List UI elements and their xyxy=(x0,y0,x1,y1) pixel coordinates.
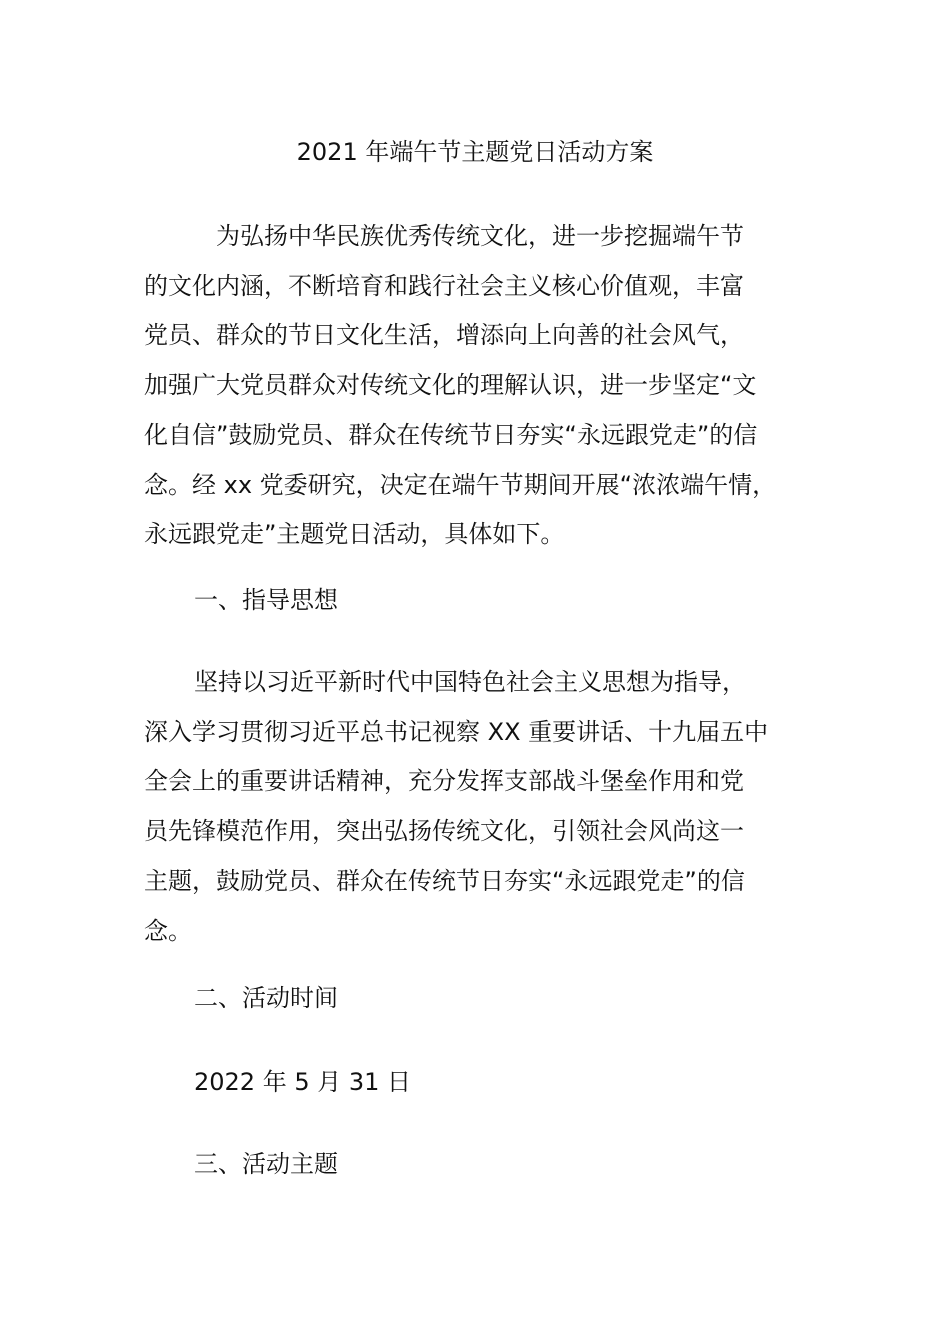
intro-line: 为弘扬中华民族优秀传统文化，进一步挖掘端午节 xyxy=(216,222,744,250)
intro-line: 化自信”鼓励党员、群众在传统节日夯实“永远跟党走”的信 xyxy=(144,420,758,449)
intro-line: 念。经 xx 党委研究，决定在端午节期间开展“浓浓端午情， xyxy=(144,470,777,499)
section1-line: 念。 xyxy=(144,916,192,945)
intro-line: 永远跟党走”主题党日活动，具体如下。 xyxy=(144,520,565,549)
intro-paragraph xyxy=(144,212,834,560)
section3-heading: 三、活动主题 xyxy=(194,1150,338,1178)
section1-paragraph xyxy=(144,658,834,956)
intro-line: 加强广大党员群众对传统文化的理解认识，进一步坚定“文 xyxy=(144,371,757,400)
section1-heading: 一、指导思想 xyxy=(194,586,338,614)
intro-line: 党员、群众的节日文化生活，增添向上向善的社会风气， xyxy=(144,321,744,350)
section1-line: 主题，鼓励党员、群众在传统节日夯实“永远跟党走”的信 xyxy=(144,866,745,895)
intro-line: 的文化内涵，不断培育和践行社会主义核心价值观，丰富 xyxy=(144,271,744,300)
section2-heading: 二、活动时间 xyxy=(194,984,338,1012)
section1-line: 全会上的重要讲话精神，充分发挥支部战斗堡垒作用和党 xyxy=(144,767,744,796)
activity-date: 2022 年 5 月 31 日 xyxy=(194,1068,412,1096)
section1-line: 坚持以习近平新时代中国特色社会主义思想为指导， xyxy=(194,668,746,696)
section1-line: 员先锋模范作用，突出弘扬传统文化，引领社会风尚这一 xyxy=(144,817,744,846)
section1-line: 深入学习贯彻习近平总书记视察 XX 重要讲话、十九届五中 xyxy=(144,717,769,746)
document-title: 2021 年端午节主题党日活动方案 xyxy=(296,138,654,166)
